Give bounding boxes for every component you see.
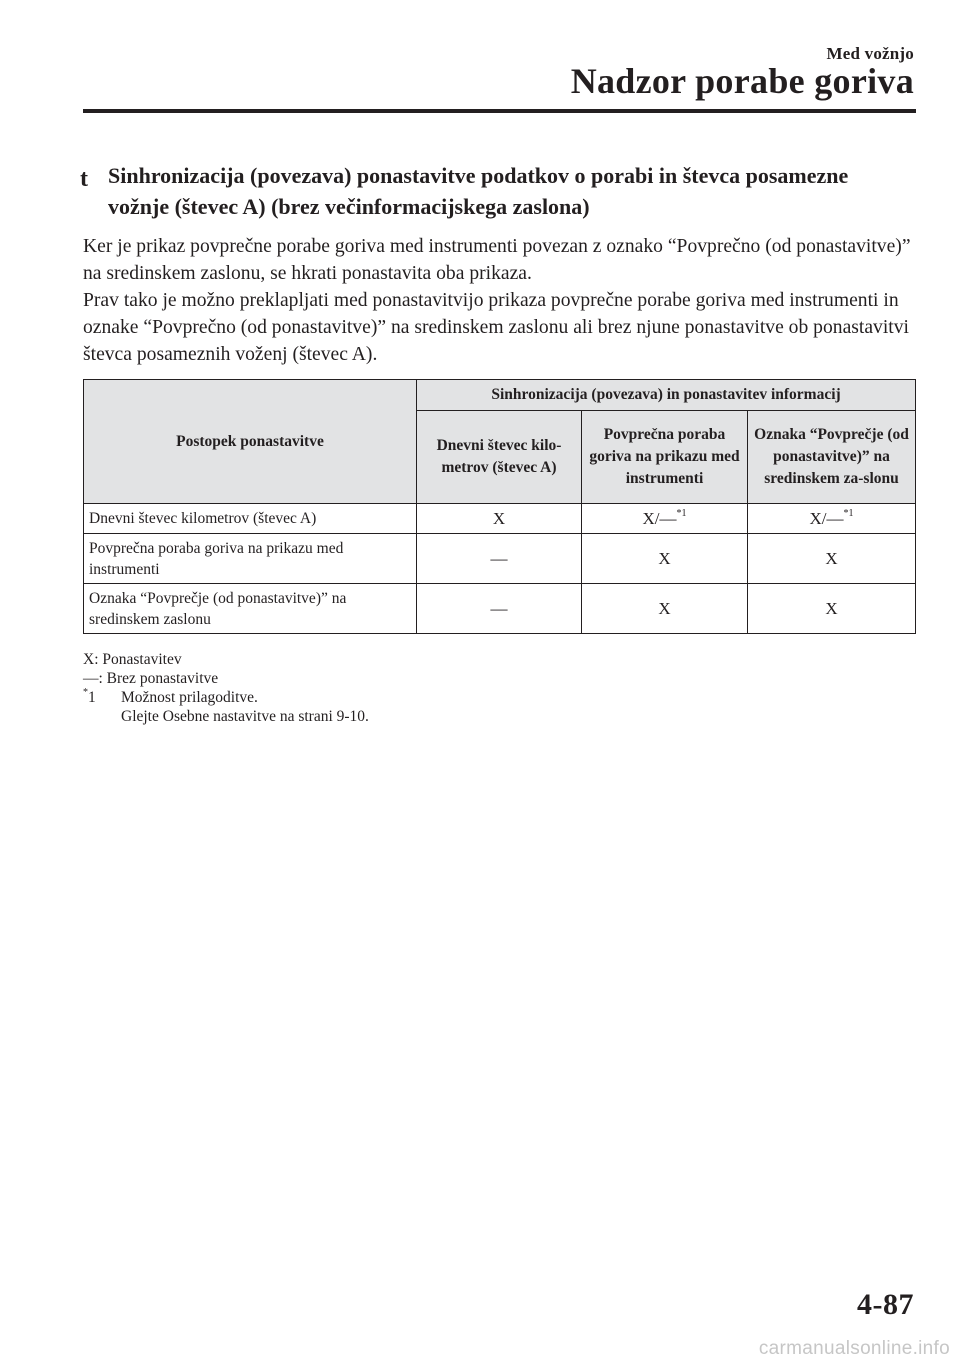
cell-value bbox=[748, 504, 916, 534]
legend-dash: —: Brez ponastavitve bbox=[83, 670, 219, 687]
table-row bbox=[84, 534, 916, 584]
cell-value: X bbox=[417, 504, 582, 534]
cell-value bbox=[582, 504, 748, 534]
footnote-number bbox=[83, 688, 121, 707]
col-header-reset-procedure: Postopek ponastavitve bbox=[84, 380, 417, 504]
header-divider bbox=[83, 109, 916, 113]
footnote-ref: *1 bbox=[676, 508, 687, 520]
cell-value: X bbox=[582, 584, 748, 634]
col-header-group: Sinhronizacija (povezava) in ponastavitev informacij bbox=[417, 380, 916, 411]
legend-x: X: Ponastavitev bbox=[83, 651, 182, 668]
body-text bbox=[83, 233, 918, 368]
table-row bbox=[84, 504, 916, 534]
cell-value: — bbox=[417, 534, 582, 584]
paragraph-2: Prav tako je možno preklapljati med ponastavitvijo prikaza povprečne porabe goriva med instrumenti in oznake “Povprečno (od ponastavitve)” na sredinskem zaslonu ali brez njune ponastavitve ob ponastavitvi števca posameznih voženj (števec A). bbox=[83, 290, 909, 365]
reset-sync-table bbox=[83, 379, 916, 634]
col-header-average-label: Oznaka “Povprečje (od ponastavitve)” na sredinskem za-slonu bbox=[748, 411, 916, 504]
footnote-text: Možnost prilagoditve. bbox=[121, 689, 258, 706]
footnote-mark: * bbox=[83, 686, 88, 698]
footnote-reference: Glejte Osebne nastavitve na strani 9-10. bbox=[121, 708, 369, 725]
cell-value: X bbox=[748, 584, 916, 634]
footnote-index: 1 bbox=[88, 689, 96, 706]
section-heading: Sinhronizacija (povezava) ponastavitve podatkov o porabi in števca posamezne vožnje (števec A) (brez večinformacijskega zaslona) bbox=[108, 163, 849, 219]
table-row bbox=[84, 584, 916, 634]
cell-value: X bbox=[748, 534, 916, 584]
cell-text: X/— bbox=[809, 509, 844, 528]
footnote-1 bbox=[83, 688, 583, 707]
table-header-row bbox=[84, 380, 916, 411]
page-number: 4-87 bbox=[857, 1288, 914, 1321]
page-title: Nadzor porabe goriva bbox=[570, 61, 914, 101]
table-notes bbox=[83, 650, 583, 726]
row-label: Oznaka “Povprečje (od ponastavitve)” na sredinskem zaslonu bbox=[84, 584, 417, 634]
col-header-trip-meter: Dnevni števec kilo-metrov (števec A) bbox=[417, 411, 582, 504]
col-header-avg-consumption: Povprečna poraba goriva na prikazu med instrumenti bbox=[582, 411, 748, 504]
footnote-ref: *1 bbox=[843, 508, 854, 520]
paragraph-1: Ker je prikaz povprečne porabe goriva med instrumenti povezan z oznako “Povprečno (od ponastavitve)” na sredinskem zaslonu, se hkrati ponastavita oba prikaza. bbox=[83, 236, 911, 284]
cell-text: X/— bbox=[642, 509, 677, 528]
watermark: carmanualsonline.info bbox=[758, 1338, 950, 1359]
row-label: Povprečna poraba goriva na prikazu med instrumenti bbox=[84, 534, 417, 584]
section-bullet: t bbox=[80, 166, 88, 192]
cell-value: X bbox=[582, 534, 748, 584]
cell-value: — bbox=[417, 584, 582, 634]
row-label: Dnevni števec kilometrov (števec A) bbox=[84, 504, 417, 534]
chapter-label: Med vožnjo bbox=[826, 44, 914, 63]
